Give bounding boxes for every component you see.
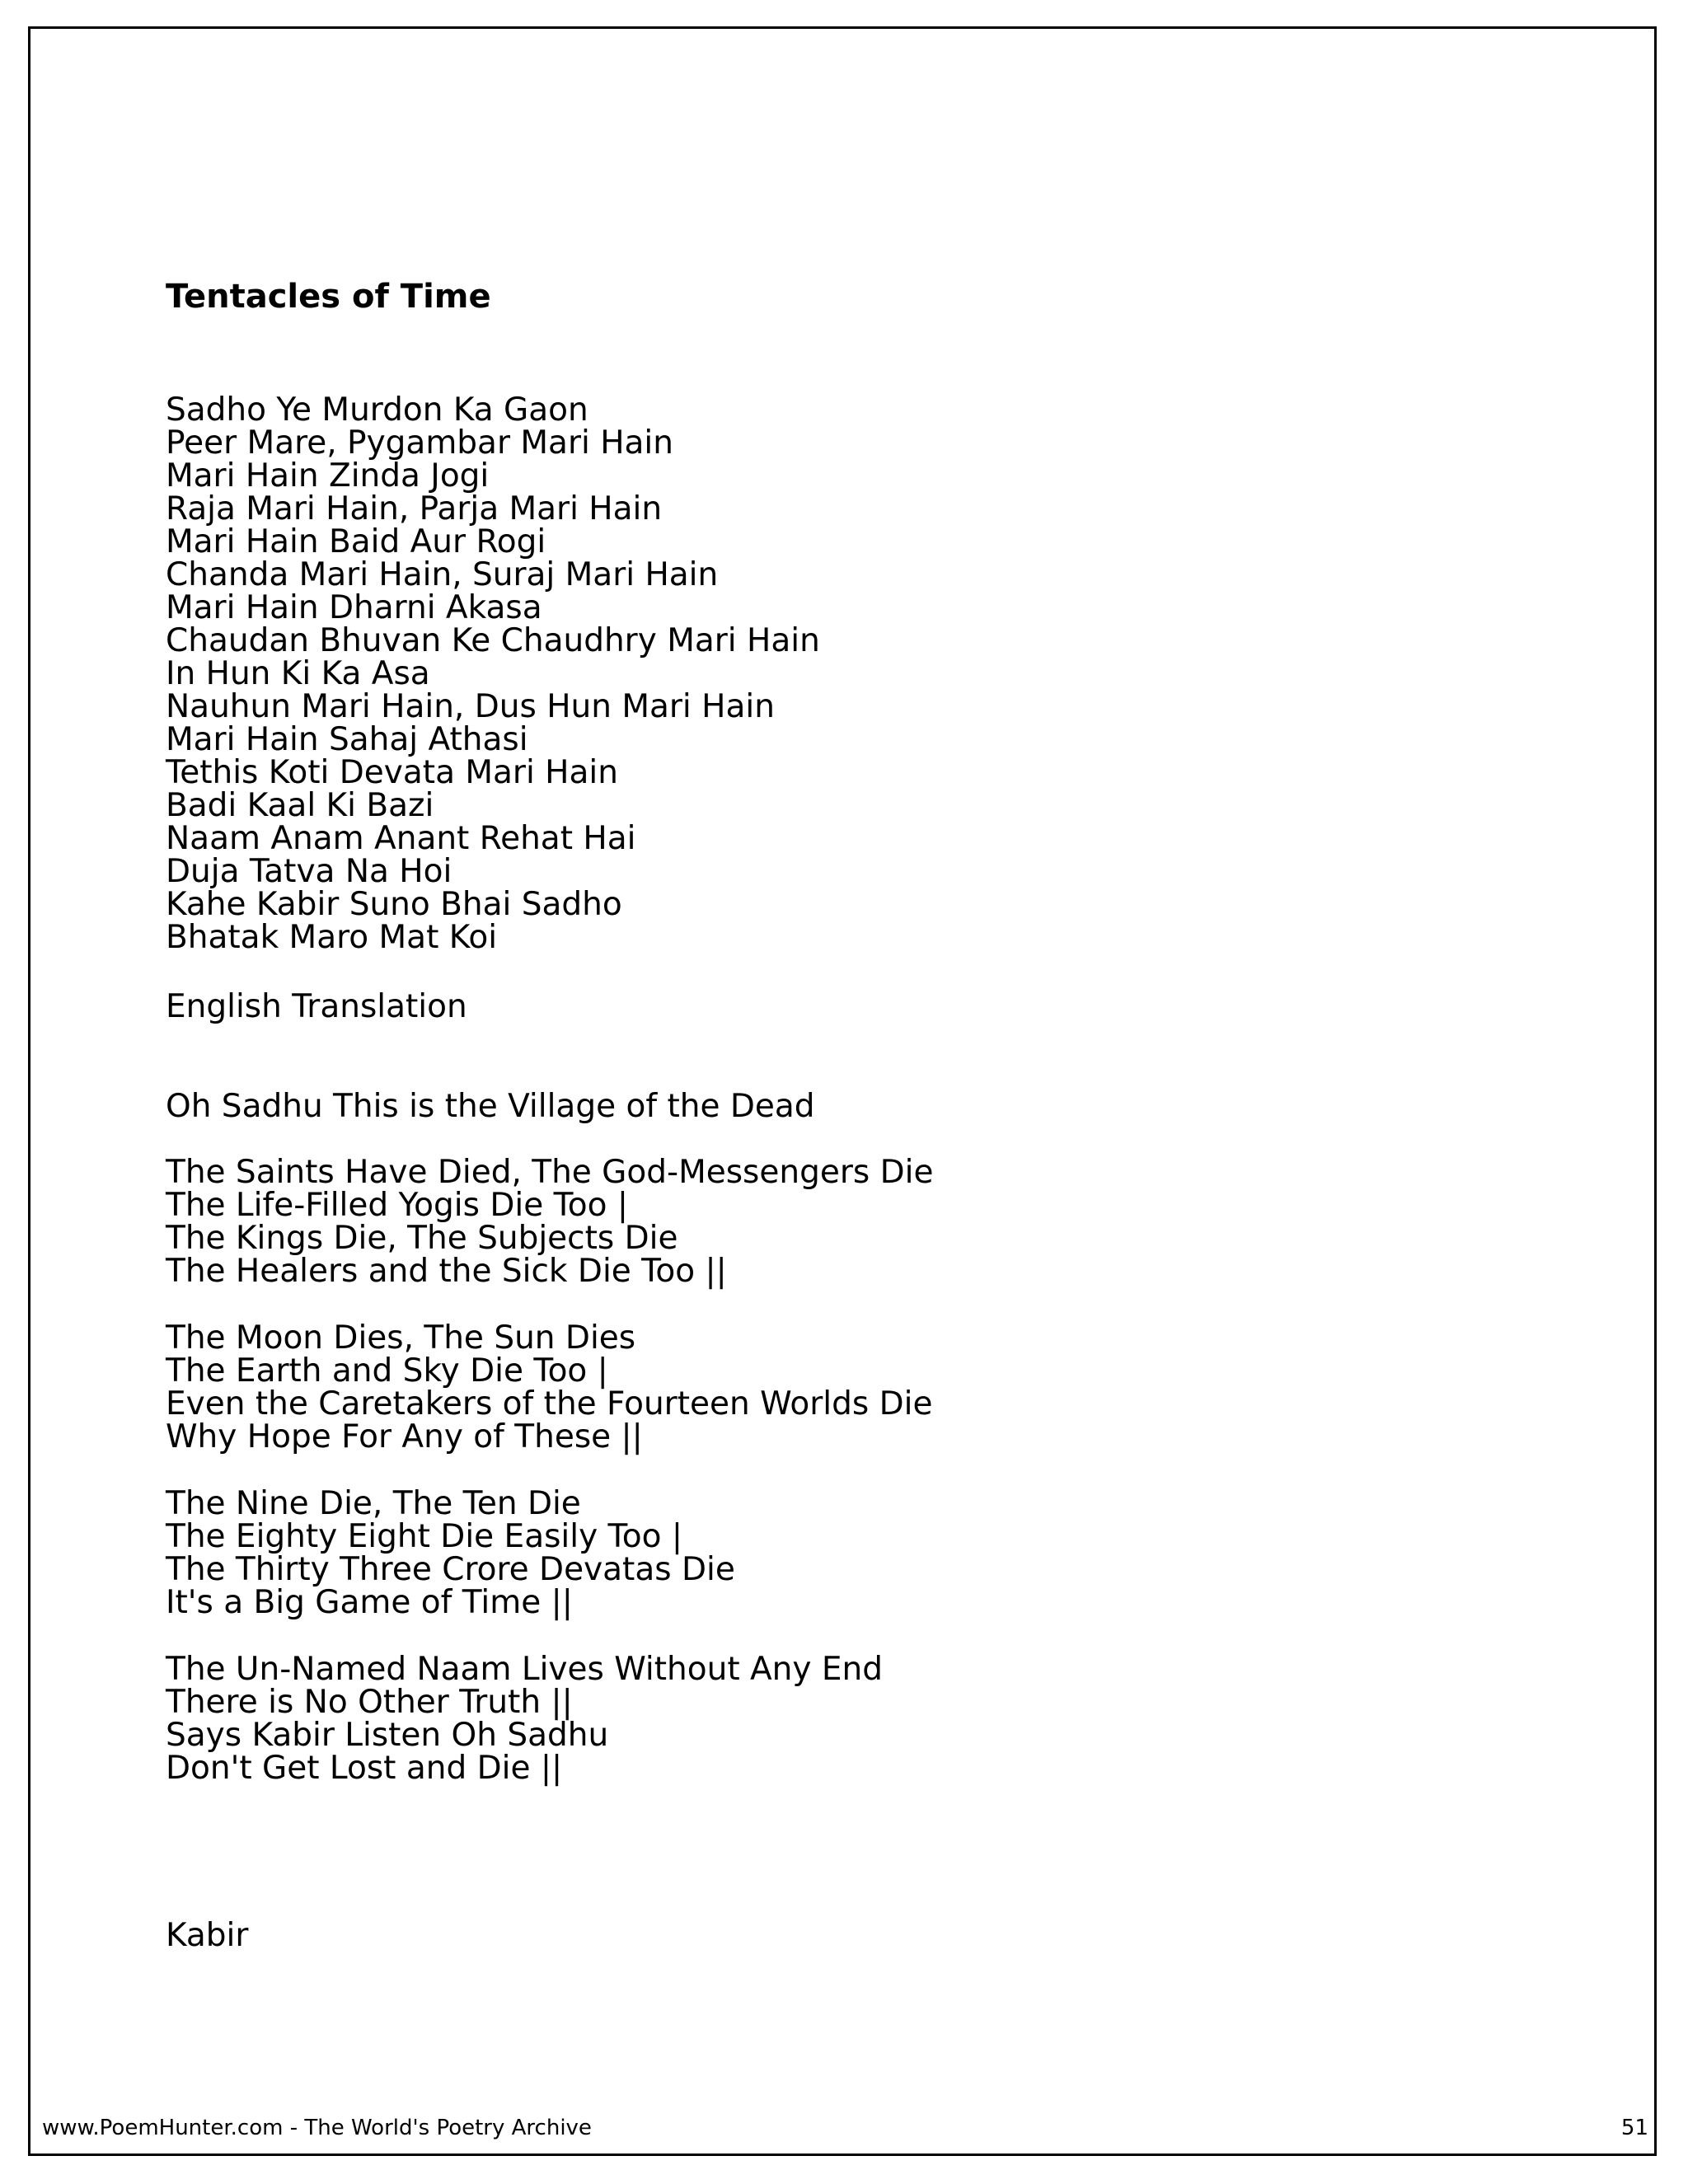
verse-line: The Thirty Three Crore Devatas Die (166, 1551, 735, 1588)
verse-line: In Hun Ki Ka Asa (166, 655, 430, 692)
author-block (166, 1919, 248, 1952)
translation-heading-block (166, 988, 467, 1025)
verse-line: Naam Anam Anant Rehat Hai (166, 820, 636, 857)
verse-line: Kahe Kabir Suno Bhai Sadho (166, 886, 622, 923)
verse-line: The Nine Die, The Ten Die (166, 1485, 581, 1522)
verse-line: Raja Mari Hain, Parja Mari Hain (166, 490, 663, 527)
verse-line: The Moon Dies, The Sun Dies (166, 1319, 636, 1357)
stanza-3 (166, 1485, 735, 1621)
verse-line: It's a Big Game of Time || (166, 1584, 573, 1621)
footer-source: www.PoemHunter.com - The World's Poetry Archive (42, 2116, 592, 2140)
verse-line: Bhatak Maro Mat Koi (166, 919, 498, 956)
verse-line: Mari Hain Dharni Akasa (166, 589, 542, 626)
verse-line: Says Kabir Listen Oh Sadhu (166, 1717, 609, 1754)
verse-line: The Life-Filled Yogis Die Too | (166, 1187, 629, 1224)
poem-title: Tentacles of Time (166, 278, 491, 316)
stanza-4 (166, 1653, 883, 1785)
verse-line: The Un-Named Naam Lives Without Any End (166, 1651, 883, 1688)
translation-opening: Oh Sadhu This is the Village of the Dead (166, 1088, 815, 1125)
verse-line: Why Hope For Any of These || (166, 1418, 643, 1455)
translation-opening-block (166, 1090, 815, 1123)
verse-line: The Healers and the Sick Die Too || (166, 1253, 727, 1290)
verse-line: Chaudan Bhuvan Ke Chaudhry Mari Hain (166, 622, 820, 659)
author-name: Kabir (166, 1917, 249, 1954)
verse-line: The Saints Have Died, The God-Messengers Die (166, 1154, 934, 1191)
verse-line: The Kings Die, The Subjects Die (166, 1220, 678, 1257)
page-number: 51 (1620, 2116, 1648, 2140)
verse-line: Nauhun Mari Hain, Dus Hun Mari Hain (166, 688, 775, 725)
original-verse (166, 391, 820, 956)
verse-line: Peer Mare, Pygambar Mari Hain (166, 424, 673, 462)
verse-line: Sadho Ye Murdon Ka Gaon (166, 391, 588, 429)
verse-line: The Eighty Eight Die Easily Too | (166, 1518, 683, 1555)
verse-line: Mari Hain Sahaj Athasi (166, 721, 528, 758)
stanza-2 (166, 1319, 933, 1455)
verse-line: Tethis Koti Devata Mari Hain (166, 754, 618, 791)
verse-line: Mari Hain Baid Aur Rogi (166, 523, 546, 560)
verse-line: There is No Other Truth || (166, 1684, 573, 1721)
verse-line: Badi Kaal Ki Bazi (166, 787, 434, 824)
verse-line: Mari Hain Zinda Jogi (166, 457, 490, 494)
verse-line: Even the Caretakers of the Fourteen Worlds Die (166, 1385, 933, 1422)
verse-line: Don't Get Lost and Die || (166, 1750, 563, 1787)
stanza-1 (166, 1156, 933, 1288)
verse-line: The Earth and Sky Die Too | (166, 1352, 608, 1390)
verse-line: Chanda Mari Hain, Suraj Mari Hain (166, 556, 719, 593)
translation-heading: English Translation (166, 988, 467, 1025)
verse-line: Duja Tatva Na Hoi (166, 853, 452, 890)
